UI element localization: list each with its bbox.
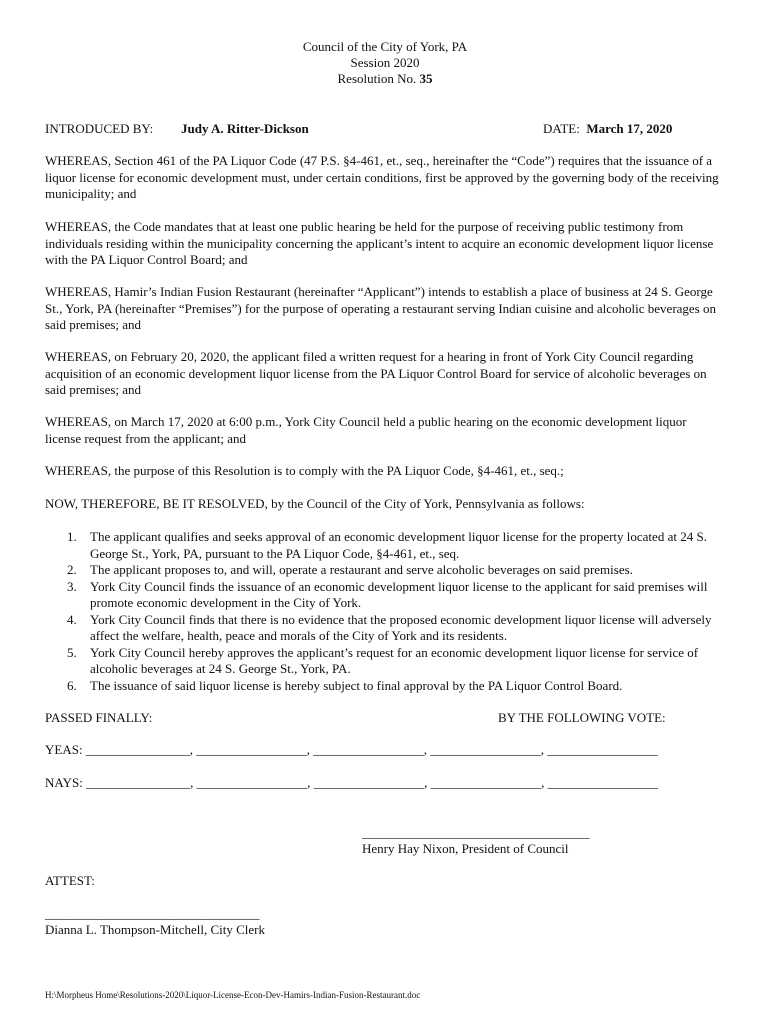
- list-text: York City Council finds that there is no evidence that the proposed economic development liquor license will adversely affect the welfare, health, peace and morals of the City of York and its residents.: [90, 611, 712, 643]
- header-resolution: [0, 71, 770, 88]
- header-session: Session 2020: [350, 55, 420, 70]
- president-signature-line: ___________________________________: [362, 825, 590, 840]
- date-label: DATE:: [543, 121, 580, 136]
- list-item: [45, 612, 725, 645]
- date-block: [543, 121, 672, 138]
- introducer-name: Judy A. Ritter-Dickson: [181, 121, 309, 136]
- list-item: [45, 562, 725, 579]
- president-name: Henry Hay Nixon, President of Council: [362, 841, 569, 856]
- list-item: [45, 579, 725, 612]
- list-number: 2.: [67, 562, 77, 577]
- list-number: 5.: [67, 644, 77, 660]
- whereas-paragraph-3: WHEREAS, Hamir’s Indian Fusion Restaurant (hereinafter “Applicant”) intends to establish a place of business at 24 S. George St., York, PA (hereinafter “Premises”) for the purpose of operating a restaurant serving Indian cuisine and alcoholic beverages on said premises; and: [45, 284, 716, 332]
- header-council: Council of the City of York, PA: [302, 39, 468, 54]
- resolution-list: [45, 529, 725, 694]
- whereas-paragraph-1: WHEREAS, Section 461 of the PA Liquor Code (47 P.S. §4-461, et., seq., hereinafter the “Code”) requires that the issuance of a liquor license for economic development must, under certain conditions, first be approved by the governing body of the receiving municipality; and: [45, 153, 719, 201]
- list-text: York City Council finds the issuance of an economic development liquor license to the applicant for said premises will promote economic development in the City of York.: [90, 578, 708, 610]
- whereas-paragraph-6: WHEREAS, the purpose of this Resolution is to comply with the PA Liquor Code, §4-461, et., seq.;: [45, 463, 564, 478]
- list-number: 1.: [67, 529, 77, 544]
- passed-finally-label: PASSED FINALLY:: [45, 710, 153, 725]
- list-number: 4.: [67, 611, 77, 627]
- nays-line: NAYS: ________________, _________________, _________________, _________________, _________________: [45, 775, 659, 790]
- following-vote-label: BY THE FOLLOWING VOTE:: [498, 710, 666, 725]
- list-number: 3.: [67, 578, 77, 594]
- resolved-clause: NOW, THEREFORE, BE IT RESOLVED, by the Council of the City of York, Pennsylvania as follows:: [45, 496, 585, 511]
- file-path-footer: H:\Morpheus Home\Resolutions-2020\Liquor-License-Econ-Dev-Hamirs-Indian-Fusion-Restaurant.doc: [45, 990, 421, 1000]
- list-item: [45, 529, 725, 562]
- list-text: The issuance of said liquor license is hereby subject to final approval by the PA Liquor Control Board.: [90, 677, 623, 693]
- yeas-line: YEAS: ________________, _________________, _________________, _________________, _________________: [45, 742, 658, 757]
- list-number: 6.: [67, 677, 77, 693]
- clerk-signature-line: _________________________________: [45, 906, 260, 921]
- whereas-paragraph-2: WHEREAS, the Code mandates that at least one public hearing be held for the purpose of receiving public testimony from individuals residing within the municipality concerning the applicant’s intent to acquire an economic development liquor license with the PA Liquor Control Board; and: [45, 219, 714, 267]
- list-text: The applicant proposes to, and will, operate a restaurant and serve alcoholic beverages on said premises.: [90, 562, 633, 577]
- list-item: [45, 678, 725, 695]
- date-value: March 17, 2020: [586, 121, 673, 136]
- whereas-paragraph-4: WHEREAS, on February 20, 2020, the applicant filed a written request for a hearing in front of York City Council regarding acquisition of an economic development liquor license from the PA Liquor Control Board for service of alcoholic beverages on said premises; and: [45, 349, 707, 397]
- list-item: [45, 645, 725, 678]
- introduced-by-label: INTRODUCED BY:: [45, 121, 154, 136]
- resolution-number: 35: [419, 71, 433, 86]
- clerk-name: Dianna L. Thompson-Mitchell, City Clerk: [45, 922, 266, 937]
- resolution-prefix: Resolution No.: [337, 71, 420, 86]
- attest-label: ATTEST:: [45, 873, 95, 888]
- list-text: The applicant qualifies and seeks approval of an economic development liquor license for the property located at 24 S. George St., York, PA, pursuant to the PA Liquor Code, §4-461, et., seq.: [90, 529, 707, 561]
- list-text: York City Council hereby approves the applicant’s request for an economic development liquor license for service of alcoholic beverages at 24 S. George St., York, PA.: [90, 644, 699, 676]
- whereas-paragraph-5: WHEREAS, on March 17, 2020 at 6:00 p.m., York City Council held a public hearing on the economic development liquor license request from the applicant; and: [45, 414, 687, 446]
